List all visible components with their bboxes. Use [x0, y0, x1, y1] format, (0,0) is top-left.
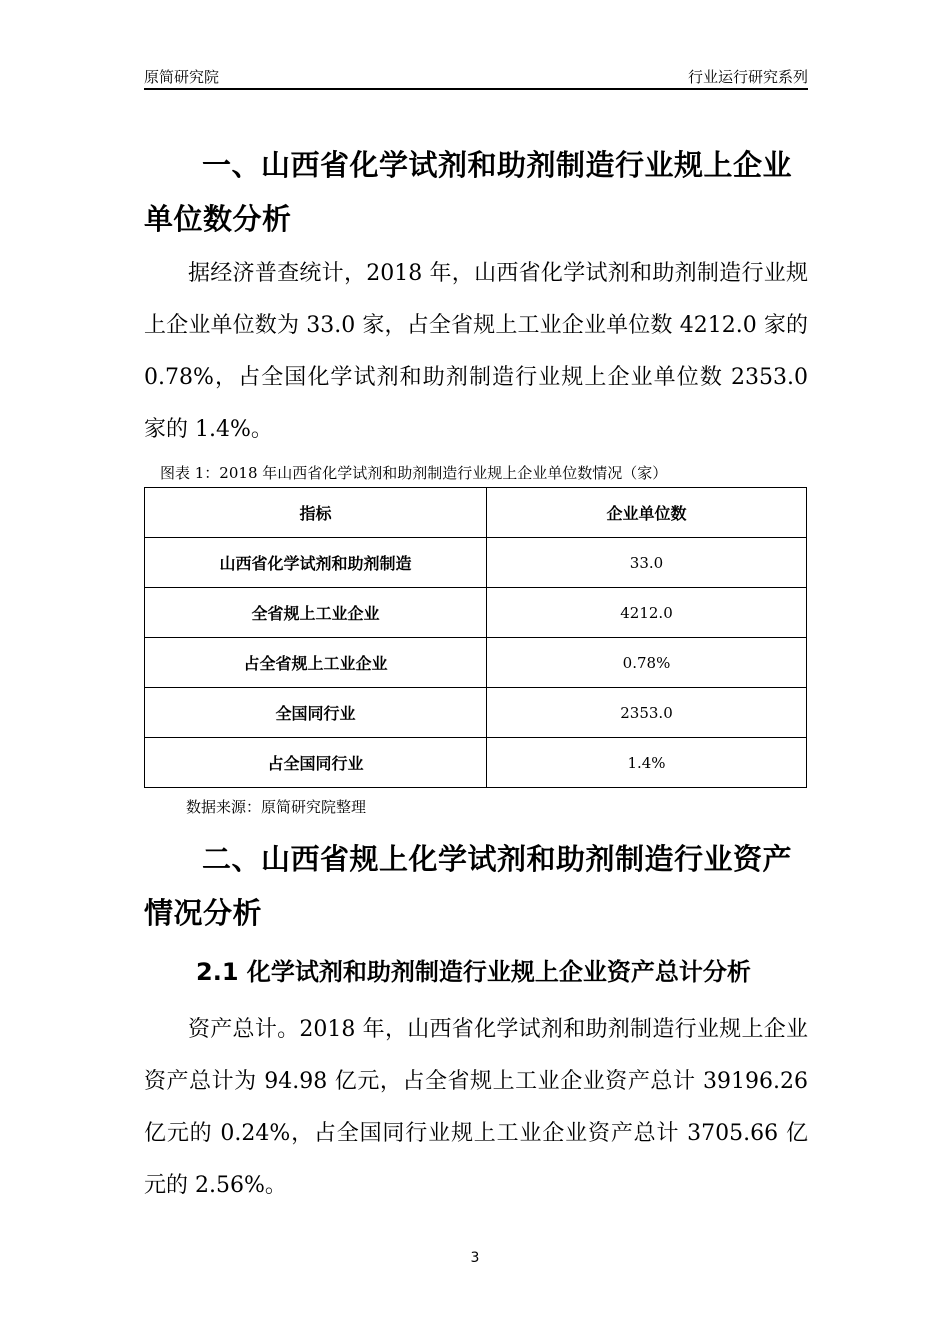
table-row [145, 688, 807, 738]
row-label: 占全国同行业 [145, 738, 487, 788]
table-row [145, 638, 807, 688]
table-row [145, 538, 807, 588]
table-row [145, 588, 807, 638]
table1-caption: 图表 1：2018 年山西省化学试剂和助剂制造行业规上企业单位数情况（家） [160, 464, 668, 482]
table-row [145, 738, 807, 788]
header-divider [144, 88, 808, 90]
row-value: 4212.0 [487, 588, 807, 638]
row-value: 0.78% [487, 638, 807, 688]
row-value: 1.4% [487, 738, 807, 788]
subsection-heading: 2.1 化学试剂和助剂制造行业规上企业资产总计分析 [196, 958, 751, 986]
column-header-indicator: 指标 [145, 488, 487, 538]
row-label: 全省规上工业企业 [145, 588, 487, 638]
section1-heading: 一、山西省化学试剂和助剂制造行业规上企业单位数分析 [144, 148, 793, 236]
column-header-count: 企业单位数 [487, 488, 807, 538]
header-org-name: 原简研究院 [144, 68, 220, 86]
row-value: 33.0 [487, 538, 807, 588]
row-label: 山西省化学试剂和助剂制造 [145, 538, 487, 588]
row-value: 2353.0 [487, 688, 807, 738]
section2-heading: 二、山西省规上化学试剂和助剂制造行业资产情况分析 [144, 842, 793, 930]
table-header-row [145, 488, 807, 538]
section2-paragraph: 资产总计。2018 年，山西省化学试剂和助剂制造行业规上企业资产总计为 94.98 亿元，占全省规上工业企业资产总计 39196.26 亿元的 0.24%，占全国同行业规上工业企业资产总计 3705.66 亿元的 2.56%。 [144, 1017, 808, 1198]
table1-source-note: 数据来源：原简研究院整理 [186, 798, 367, 816]
enterprise-count-table [144, 487, 807, 788]
header-series-name: 行业运行研究系列 [687, 68, 808, 86]
row-label: 占全省规上工业企业 [145, 638, 487, 688]
page-number: 3 [470, 1250, 480, 1266]
section1-paragraph: 据经济普查统计，2018 年，山西省化学试剂和助剂制造行业规上企业单位数为 33.0 家，占全省规上工业企业单位数 4212.0 家的 0.78%，占全国化学试剂和助剂制造行业规上企业单位数 2353.0 家的 1.4%。 [144, 261, 808, 442]
row-label: 全国同行业 [145, 688, 487, 738]
